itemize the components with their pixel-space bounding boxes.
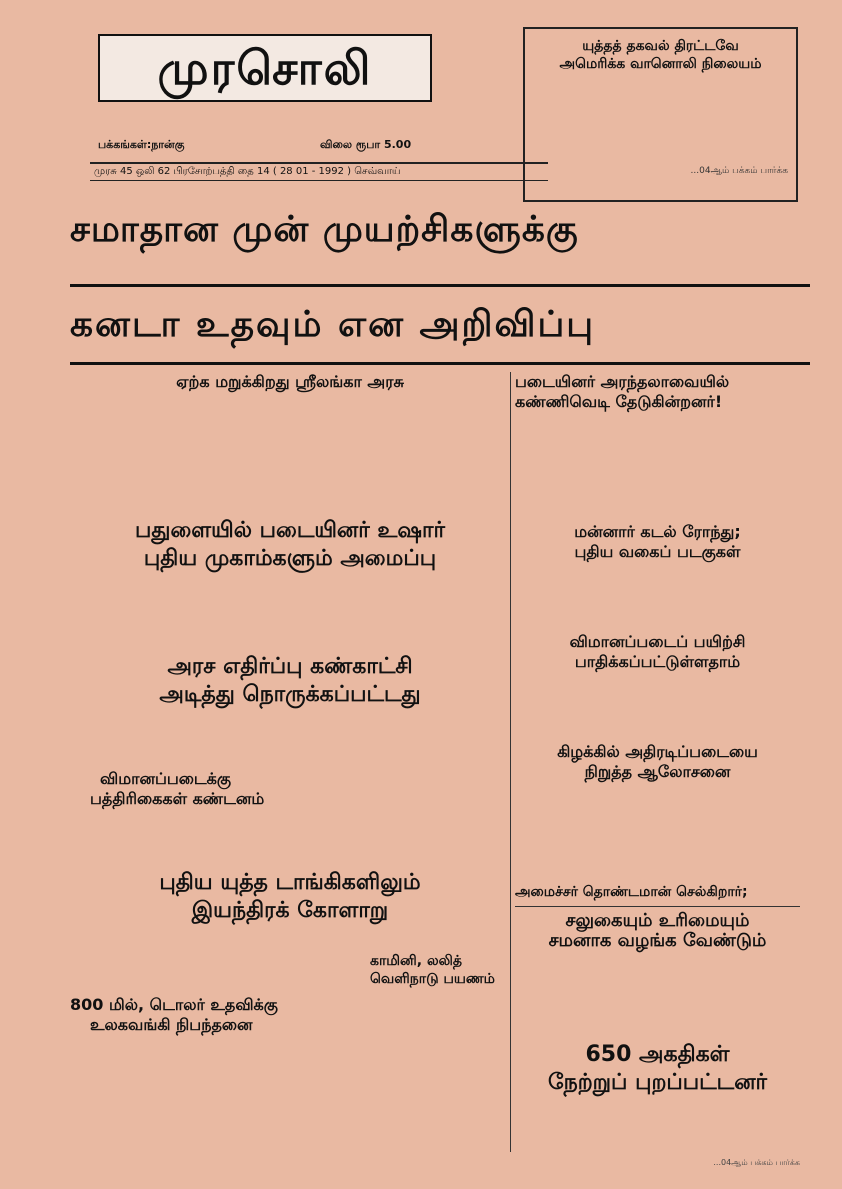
article-heading: கண்ணிவெடி தேடுகின்றனர்! [515,392,723,411]
masthead-title: முரசொலி [98,34,432,102]
newspaper-page [60,22,820,1167]
divider [515,906,800,907]
article-heading: மன்னார் கடல் ரோந்து; [574,522,741,541]
column-rule [510,372,511,1152]
heading-line: காமினி, லலித் [370,953,462,969]
article-heading: படையினர் அரந்தலாவையில் [515,372,730,391]
article-heading: நிறுத்த ஆலோசனை [584,762,731,781]
box-heading-1: யுத்தத் தகவல் திரட்டவே [582,38,739,54]
dateline: முரசு 45 ஒலி 62 பிரசோற்பத்தி தை 14 ( 28 01 - 1992 ) செவ்வாய் [90,162,548,181]
article-heading: நேற்றுப் புறப்பட்டனர் [547,1070,768,1095]
article-heading: புதிய வகைப் படகுகள் [574,542,741,561]
headline-2: கனடா உதவும் என அறிவிப்பு [70,304,596,345]
article-heading: கிழக்கில் அதிரடிப்படையை [557,742,758,761]
article-heading: 800 மில், டொலர் உதவிக்கு [70,995,278,1014]
price: விலை ரூபா 5.00 [320,138,412,151]
article-heading: அமைச்சர் தொண்டமான் செல்கிறார்; [515,884,748,900]
article-heading: விமானப்படைப் பயிற்சி [569,632,746,651]
article-heading: இயந்திரக் கோளாறு [191,898,389,923]
article-heading: புதிய முகாம்களும் அமைப்பு [143,546,437,571]
article-heading: 650 அகதிகள் [585,1042,730,1067]
see-more: ...04ஆம் பக்கம் பார்க்க [713,1158,800,1167]
page-count: பக்கங்கள்:நான்கு [98,138,185,151]
left-column [70,372,510,1035]
article-heading: விமானப்படைக்கு [100,769,231,788]
article-heading [370,952,495,988]
article-heading: பத்திரிகைகள் கண்டனம் [90,789,265,808]
article-heading: ஏற்க மறுக்கிறது ஸ்ரீலங்கா அரசு [176,372,404,391]
box-more: ...04ஆம் பக்கம் பார்க்க [690,166,788,176]
headline-1: சமாதான முன் முயற்சிகளுக்கு [70,209,579,250]
headline-rule [70,284,810,287]
article-heading: சலுகையும் உரிமையும் [565,910,750,931]
us-radio-box [523,27,798,202]
heading-line: வெளிநாடு பயணம் [370,971,495,987]
right-column [515,372,800,1168]
box-heading-2: அமெரிக்க வானொலி நிலையம் [559,56,762,72]
article-heading: பதுளையில் படையினர் உஷார் [135,518,445,543]
article-heading: புதிய யுத்த டாங்கிகளிலும் [159,870,421,895]
article-heading: சமனாக வழங்க வேண்டும் [548,930,767,951]
article-heading: பாதிக்கப்பட்டுள்ளதாம் [574,652,741,671]
headline-rule-2 [70,362,810,365]
article-heading: உலகவங்கி நிபந்தனை [90,1015,253,1034]
article-heading: அடித்து நொருக்கப்பட்டது [159,682,421,707]
article-heading: அரச எதிர்ப்பு கண்காட்சி [167,654,413,679]
